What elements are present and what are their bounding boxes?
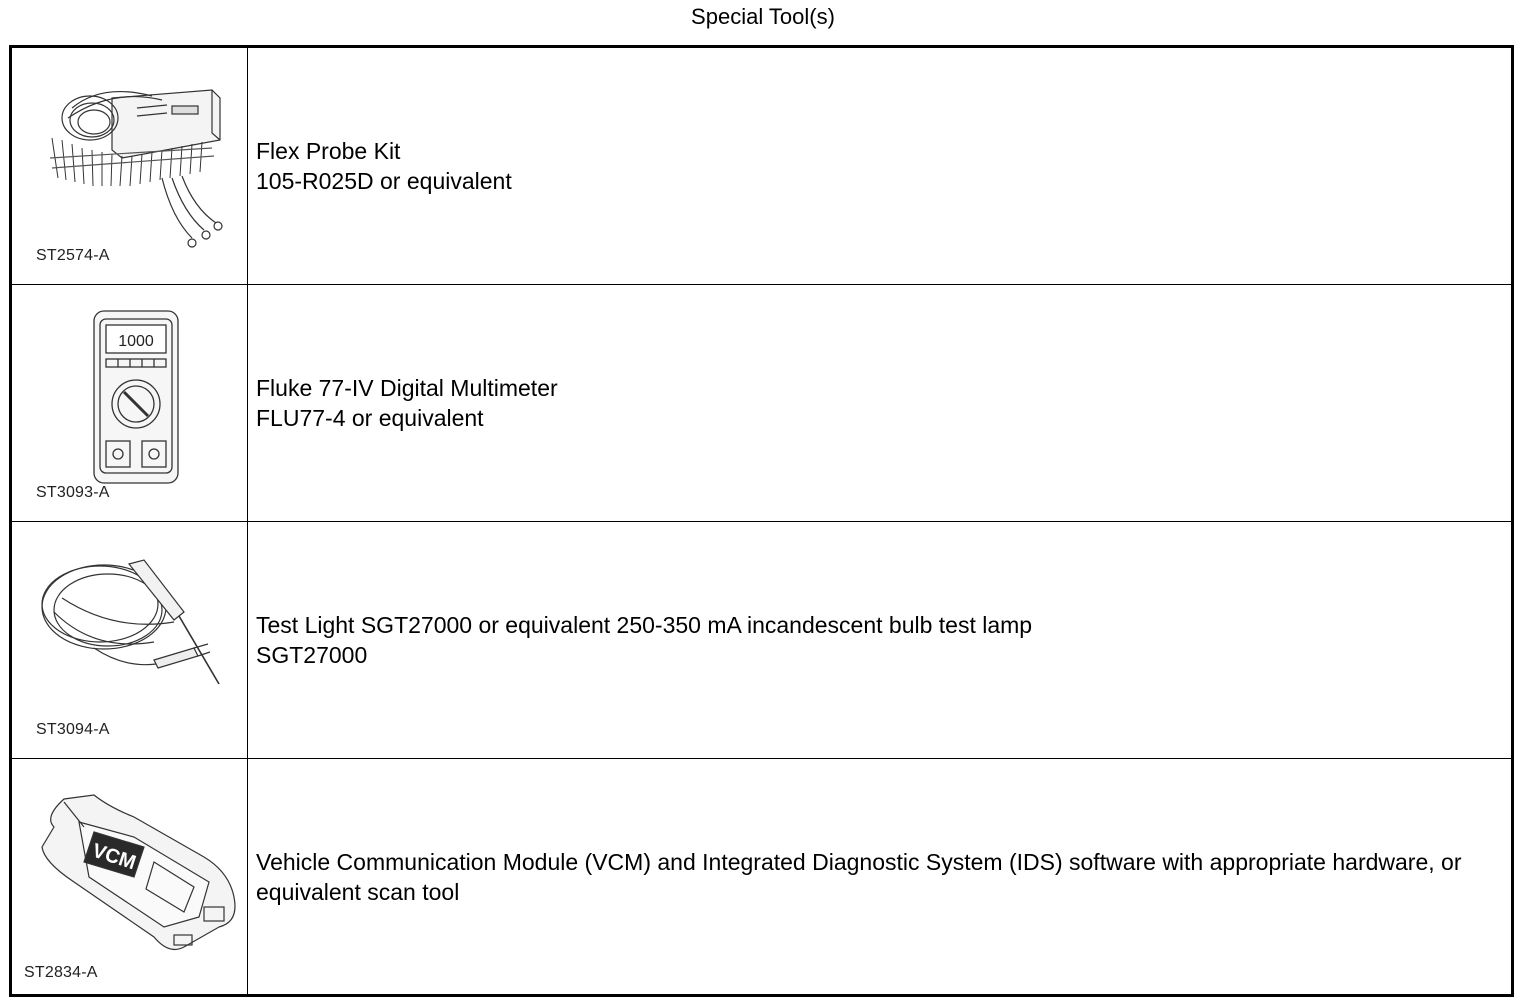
tool-image-cell: [12, 285, 248, 521]
tool-description: [248, 285, 1511, 521]
tool-number: SGT27000: [256, 642, 368, 668]
tool-row-vcm: [12, 759, 1511, 994]
tool-number: 105-R025D or equivalent: [256, 168, 512, 194]
tool-image-code: ST2574-A: [36, 247, 110, 264]
special-tools-table: [9, 45, 1514, 997]
tool-row-test-light: [12, 522, 1511, 759]
tool-image-cell: [12, 759, 248, 994]
tool-name: Test Light SGT27000 or equivalent 250-350 mA incandescent bulb test lamp: [256, 612, 1033, 638]
multimeter-icon: [92, 309, 182, 487]
tool-name: Vehicle Communication Module (VCM) and Integrated Diagnostic System (IDS) software with appropriate hardware, or equivalent scan tool: [256, 848, 1462, 905]
tool-row-flex-probe-kit: [12, 48, 1511, 285]
tool-row-multimeter: [12, 285, 1511, 522]
tool-image-code: ST3093-A: [36, 484, 110, 501]
tool-name: Fluke 77-IV Digital Multimeter: [256, 375, 558, 401]
multimeter-display-text: 1000: [118, 333, 154, 350]
flex-probe-kit-icon: [42, 78, 232, 263]
vcm-logo-text: VCM: [89, 839, 139, 875]
test-light-icon: [34, 552, 224, 702]
tool-image-cell: [12, 522, 248, 758]
vcm-module-icon: [34, 787, 239, 957]
tool-image-cell: [12, 48, 248, 284]
tool-name: Flex Probe Kit: [256, 138, 401, 164]
tool-number: FLU77-4 or equivalent: [256, 405, 484, 431]
tool-description: [248, 48, 1511, 284]
tool-image-code: ST2834-A: [24, 964, 98, 981]
tool-image-code: ST3094-A: [36, 721, 110, 738]
tool-description: [248, 522, 1511, 758]
tool-description: [248, 759, 1511, 994]
page-title: Special Tool(s): [691, 4, 835, 29]
